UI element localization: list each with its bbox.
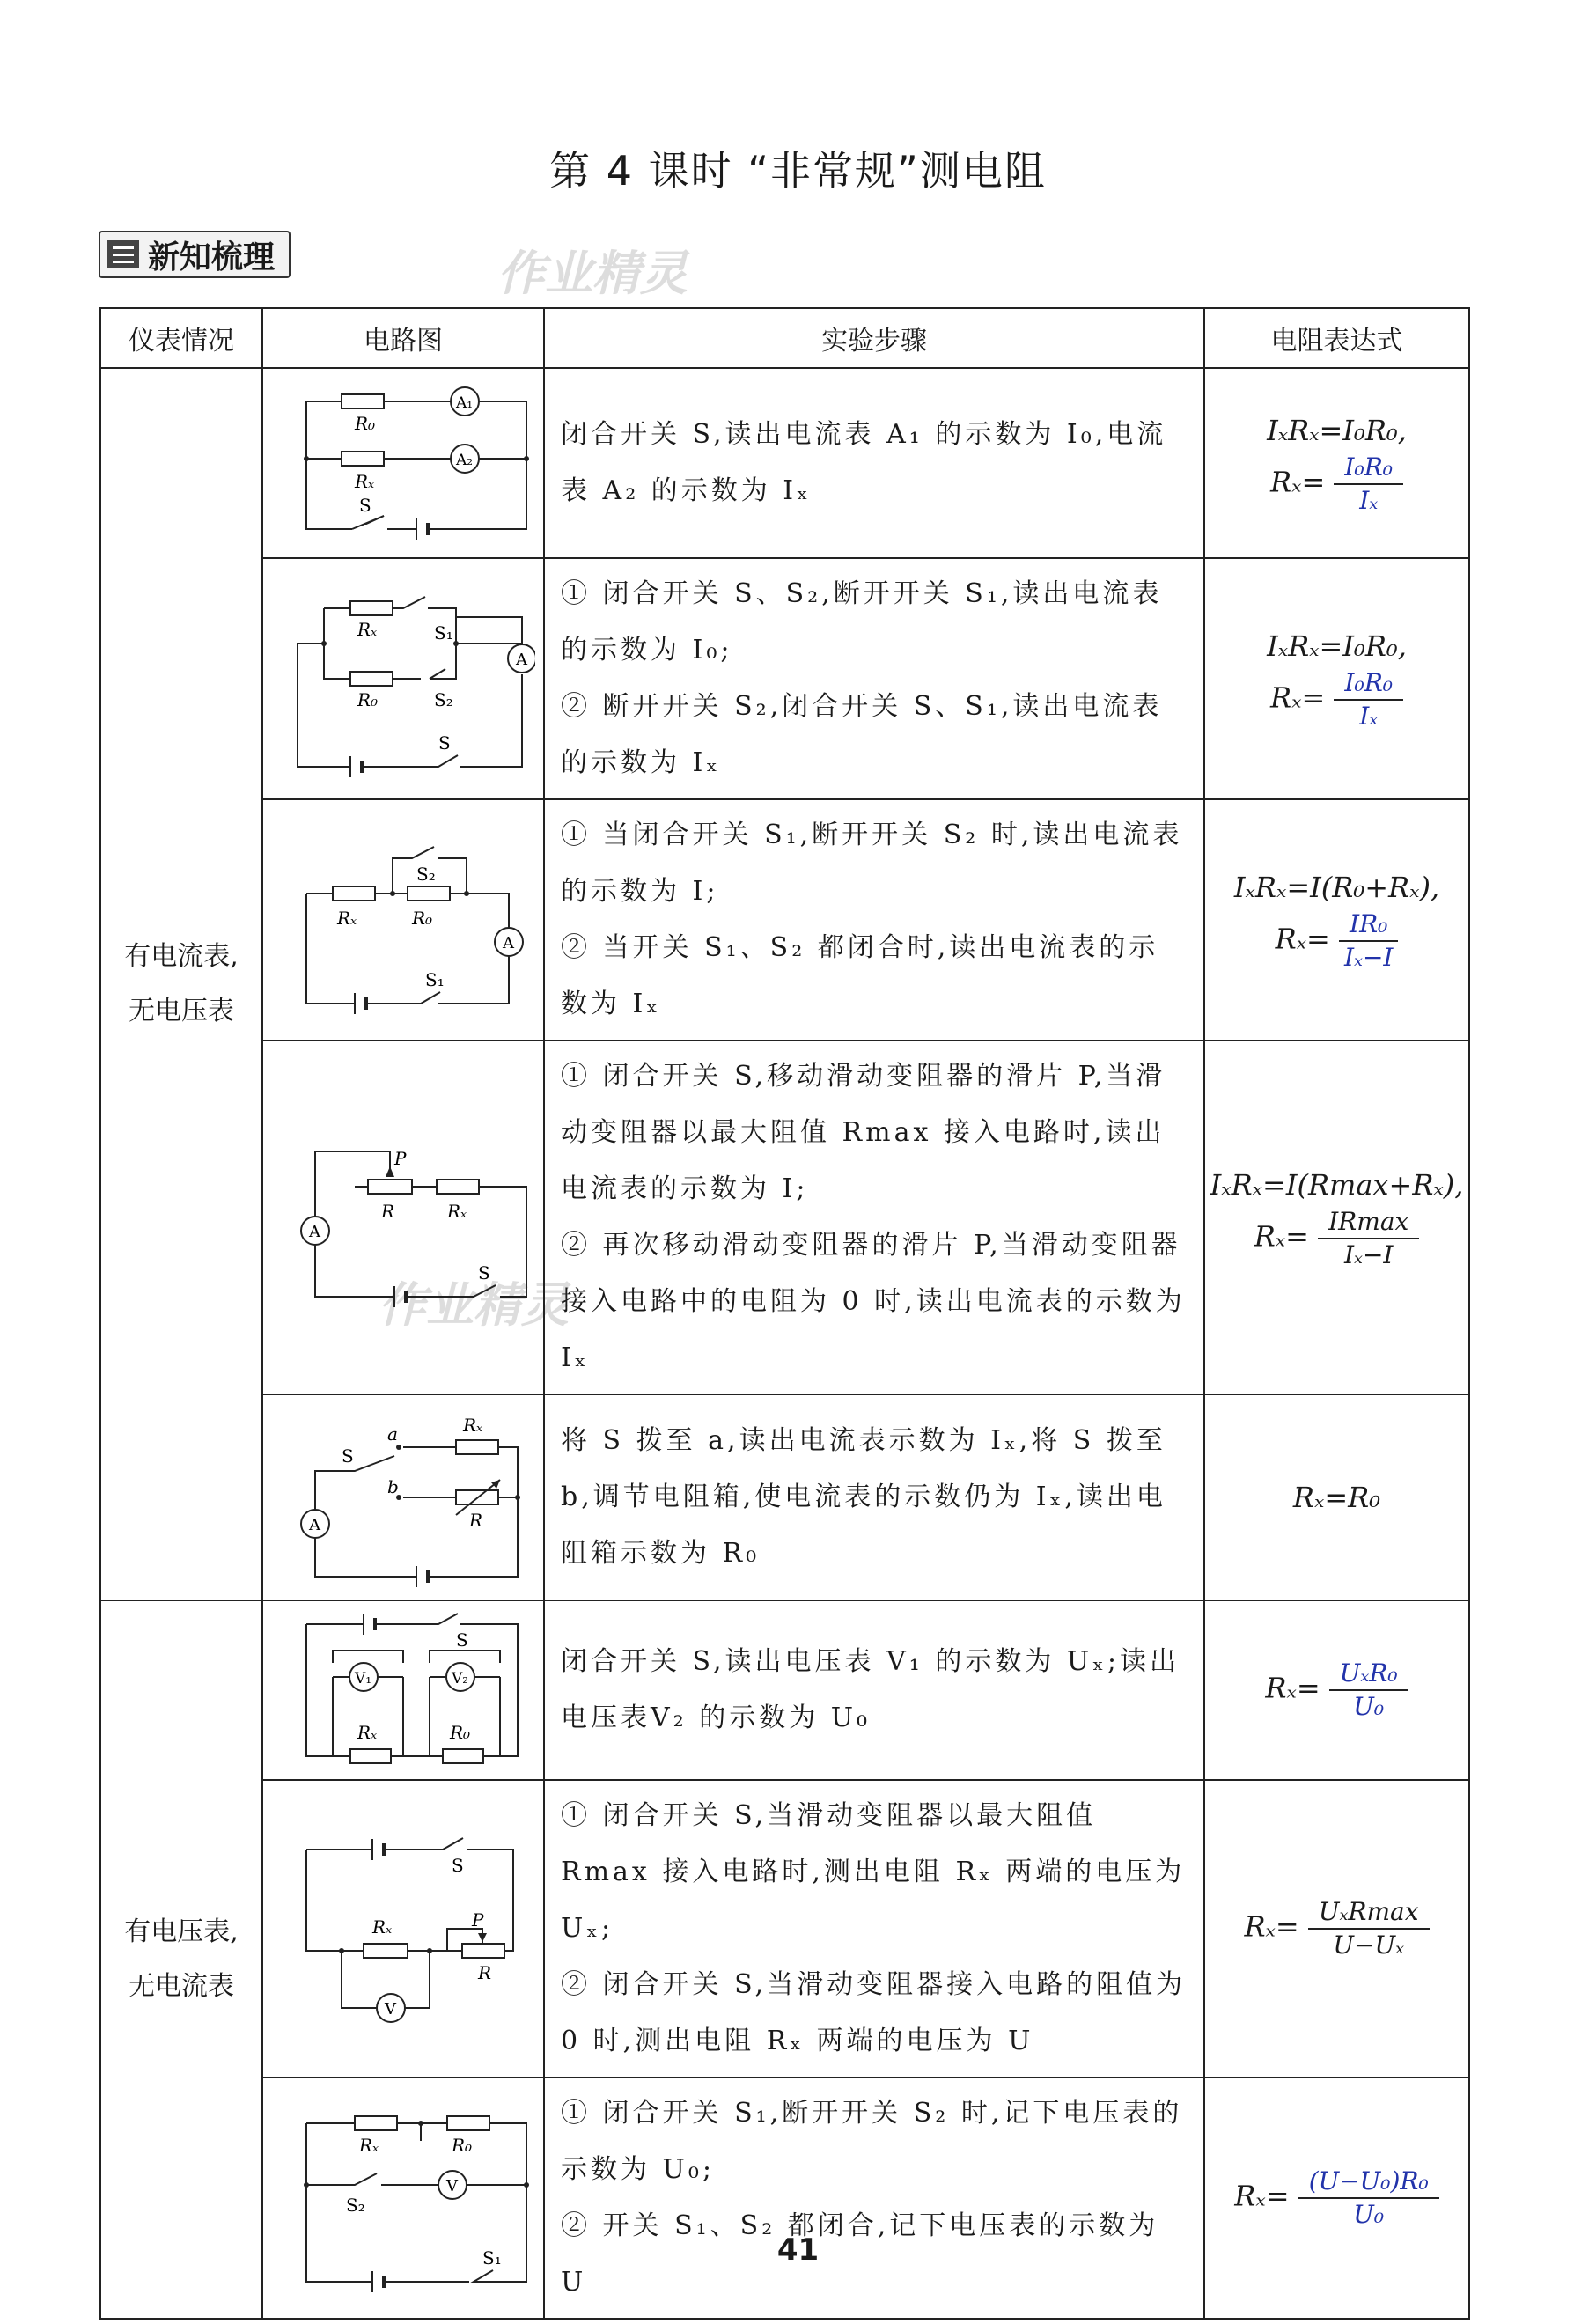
label-S: S <box>452 1855 464 1876</box>
label-R0: R₀ <box>412 908 433 929</box>
table-row <box>100 1780 1469 2078</box>
circuit-diagram <box>262 1394 544 1600</box>
label-S2: S₂ <box>434 689 453 710</box>
steps-text <box>544 799 1204 1041</box>
steps-text <box>544 1041 1204 1394</box>
step-item: ① 闭合开关 S、S₂,断开开关 S₁,读出电流表的示数为 I₀; <box>561 578 1163 666</box>
label-V2: V₂ <box>452 1670 469 1688</box>
fraction-denominator: Iₓ <box>1359 486 1379 515</box>
fraction <box>1308 1896 1430 1961</box>
expression <box>1204 1041 1469 1394</box>
label-R0: R₀ <box>450 1722 471 1743</box>
label-A: A <box>309 1223 320 1241</box>
label-Rx: Rₓ <box>359 2135 379 2156</box>
label-V: V <box>385 2000 396 2019</box>
label-S1: S₁ <box>425 969 445 990</box>
step-item: ② 断开开关 S₂,闭合开关 S、S₁,读出电流表的示数为 Iₓ <box>561 691 1163 778</box>
circuit-8-svg <box>271 2097 535 2299</box>
label-A: A <box>503 934 514 952</box>
expression-line <box>1206 452 1467 517</box>
label-R: R <box>381 1201 395 1222</box>
fraction-numerator: IR₀ <box>1339 908 1398 942</box>
table-row <box>100 368 1469 558</box>
expression <box>1204 1600 1469 1780</box>
label-S1: S₁ <box>482 2247 502 2269</box>
label-Rx: Rₓ <box>447 1201 467 1222</box>
meter-label-line: 无电流表 <box>129 1971 234 2002</box>
watermark: 作业精灵 <box>379 1277 569 1333</box>
label-A: A <box>309 1516 320 1534</box>
expression-prefix: Rₓ= <box>1254 1219 1309 1254</box>
expression-line <box>1206 667 1467 732</box>
circuit-2-svg <box>271 577 535 780</box>
label-Rx: Rₓ <box>355 471 375 492</box>
fraction-denominator: U−Uₓ <box>1333 1931 1405 1960</box>
label-Rx: Rₓ <box>357 619 378 640</box>
page-number: 41 <box>776 2232 820 2268</box>
label-Rx: Rₓ <box>337 908 357 929</box>
expression <box>1204 1780 1469 2078</box>
fraction-denominator: Iₓ−I <box>1343 943 1394 972</box>
label-S: S <box>359 495 371 516</box>
expression-line: IₓRₓ=I(Rmax+Rₓ), <box>1210 1168 1464 1202</box>
meter-group-ammeter <box>100 368 262 1600</box>
steps-text: 将 S 拨至 a,读出电流表示数为 Iₓ,将 S 拨至 b,调节电阻箱,使电流表的示数仍为 Iₓ,读出电阻箱示数为 R₀ <box>544 1394 1204 1600</box>
table-row <box>100 558 1469 799</box>
label-b: b <box>387 1476 399 1497</box>
meter-label-line: 有电流表, <box>124 941 239 972</box>
header-steps: 实验步骤 <box>544 308 1204 368</box>
circuit-1-svg <box>271 375 535 551</box>
label-S2: S₂ <box>346 2195 365 2216</box>
fraction-numerator: (U−U₀)R₀ <box>1298 2166 1439 2199</box>
fraction <box>1334 667 1403 732</box>
circuit-diagram <box>262 799 544 1041</box>
label-R0: R₀ <box>452 2135 473 2156</box>
expression-prefix: Rₓ= <box>1275 922 1330 956</box>
expression <box>1204 558 1469 799</box>
header-expression: 电阻表达式 <box>1204 308 1469 368</box>
label-V: V <box>446 2177 458 2195</box>
label-S: S <box>342 1445 354 1467</box>
meter-label-line: 无电压表 <box>129 996 234 1026</box>
steps-text <box>544 558 1204 799</box>
expression-prefix: Rₓ= <box>1269 465 1326 499</box>
label-R: R <box>469 1510 483 1531</box>
fraction-numerator: IRmax <box>1318 1206 1419 1239</box>
label-S1: S₁ <box>434 622 453 644</box>
label-Rx: Rₓ <box>357 1722 378 1743</box>
label-S: S <box>456 1629 468 1651</box>
fraction-numerator: UₓRmax <box>1308 1896 1430 1930</box>
fraction-numerator: UₓR₀ <box>1329 1658 1408 1691</box>
step-item: ② 再次移动滑动变阻器的滑片 P,当滑动变阻器接入电路中的电阻为 0 时,读出电流表的示数为 Iₓ <box>561 1230 1186 1373</box>
circuit-diagram <box>262 2078 544 2319</box>
circuit-6-svg <box>271 1607 535 1774</box>
table-row <box>100 1394 1469 1600</box>
label-S2: S₂ <box>416 864 436 885</box>
fraction <box>1329 1658 1408 1723</box>
expression <box>1204 799 1469 1041</box>
steps-text: 闭合开关 S,读出电流表 A₁ 的示数为 I₀,电流表 A₂ 的示数为 Iₓ <box>544 368 1204 558</box>
circuit-diagram <box>262 1780 544 2078</box>
fraction <box>1334 452 1403 517</box>
expression <box>1204 2078 1469 2319</box>
expression-line <box>1206 1206 1467 1271</box>
fraction-denominator: Iₓ−I <box>1343 1240 1394 1269</box>
fraction <box>1318 1206 1419 1271</box>
steps-text: 闭合开关 S,读出电压表 V₁ 的示数为 Uₓ;读出电压表V₂ 的示数为 U₀ <box>544 1600 1204 1780</box>
step-item: ① 闭合开关 S,当滑动变阻器以最大阻值 Rmax 接入电路时,测出电阻 Rₓ 两端的电压为 Uₓ; <box>561 1800 1186 1944</box>
expression-line <box>1206 2166 1467 2231</box>
header-circuit: 电路图 <box>262 308 544 368</box>
fraction-denominator: Iₓ <box>1359 702 1379 731</box>
table-row <box>100 799 1469 1041</box>
circuit-diagram <box>262 1041 544 1394</box>
label-R0: R₀ <box>357 689 379 710</box>
expression-line: IₓRₓ=I₀R₀, <box>1267 414 1407 447</box>
fraction-denominator: U₀ <box>1353 2200 1385 2229</box>
label-Rx: Rₓ <box>372 1916 393 1938</box>
label-S: S <box>438 732 451 754</box>
expression-line <box>1206 1658 1467 1723</box>
expression-prefix: Rₓ= <box>1269 680 1326 715</box>
meter-label-line: 有电压表, <box>124 1916 239 1947</box>
label-P: P <box>394 1148 407 1169</box>
label-Rx: Rₓ <box>463 1415 483 1436</box>
expression-line <box>1206 908 1467 974</box>
circuit-4-svg <box>271 1112 535 1323</box>
expression-line: IₓRₓ=I₀R₀, <box>1267 629 1407 663</box>
circuit-diagram <box>262 368 544 558</box>
expression <box>1204 368 1469 558</box>
expression-prefix: Rₓ= <box>1244 1909 1299 1944</box>
label-A2: A₂ <box>456 452 474 469</box>
label-S: S <box>478 1262 490 1283</box>
steps-text <box>544 1780 1204 2078</box>
table-header-row <box>100 308 1469 368</box>
steps-text <box>544 2078 1204 2319</box>
method-table <box>99 307 1470 2320</box>
label-P: P <box>472 1909 484 1931</box>
label-A1: A₁ <box>456 394 474 412</box>
section-tag <box>99 231 291 278</box>
circuit-7-svg <box>271 1828 535 2030</box>
circuit-diagram <box>262 1600 544 1780</box>
table-row <box>100 2078 1469 2319</box>
step-item: ② 开关 S₁、S₂ 都闭合,记下电压表的示数为 U <box>561 2210 1159 2298</box>
label-a: a <box>387 1423 398 1445</box>
table-row <box>100 1041 1469 1394</box>
meter-group-voltmeter <box>100 1600 262 2319</box>
expression-line: Rₓ=R₀ <box>1292 1481 1381 1514</box>
fraction <box>1339 908 1398 974</box>
circuit-3-svg <box>271 819 535 1021</box>
expression-prefix: Rₓ= <box>1265 1671 1320 1705</box>
expression <box>1204 1394 1469 1600</box>
section-label: 新知梳理 <box>148 239 276 276</box>
expression-line: IₓRₓ=I(R₀+Rₓ), <box>1233 871 1440 904</box>
page-title: 第 4 课时 “非常规”测电阻 <box>549 147 1047 195</box>
step-item: ② 闭合开关 S,当滑动变阻器接入电路的阻值为 0 时,测出电阻 Rₓ 两端的电压为 U <box>561 1969 1187 2056</box>
circuit-5-svg <box>271 1405 535 1590</box>
circuit-diagram <box>262 558 544 799</box>
label-V1: V₁ <box>355 1670 372 1688</box>
label-R0: R₀ <box>355 413 376 434</box>
fraction-numerator: I₀R₀ <box>1334 452 1403 485</box>
step-item: ② 当开关 S₁、S₂ 都闭合时,读出电流表的示数为 Iₓ <box>561 932 1159 1019</box>
step-item: ① 当闭合开关 S₁,断开开关 S₂ 时,读出电流表的示数为 I; <box>561 820 1183 907</box>
expression-line <box>1206 1896 1467 1961</box>
table-row <box>100 1600 1469 1780</box>
fraction-denominator: U₀ <box>1353 1692 1385 1721</box>
label-A: A <box>516 651 527 669</box>
fraction-numerator: I₀R₀ <box>1334 667 1403 701</box>
step-item: ① 闭合开关 S₁,断开开关 S₂ 时,记下电压表的示数为 U₀; <box>561 2098 1183 2185</box>
fraction <box>1298 2166 1439 2231</box>
watermark: 作业精灵 <box>497 246 688 301</box>
book-icon <box>107 240 139 268</box>
header-meter: 仪表情况 <box>100 308 262 368</box>
step-item: ① 闭合开关 S,移动滑动变阻器的滑片 P,当滑动变阻器以最大阻值 Rmax 接入电路时,读出电流表的示数为 I; <box>561 1061 1166 1204</box>
label-R: R <box>478 1962 492 1983</box>
expression-prefix: Rₓ= <box>1234 2179 1290 2213</box>
